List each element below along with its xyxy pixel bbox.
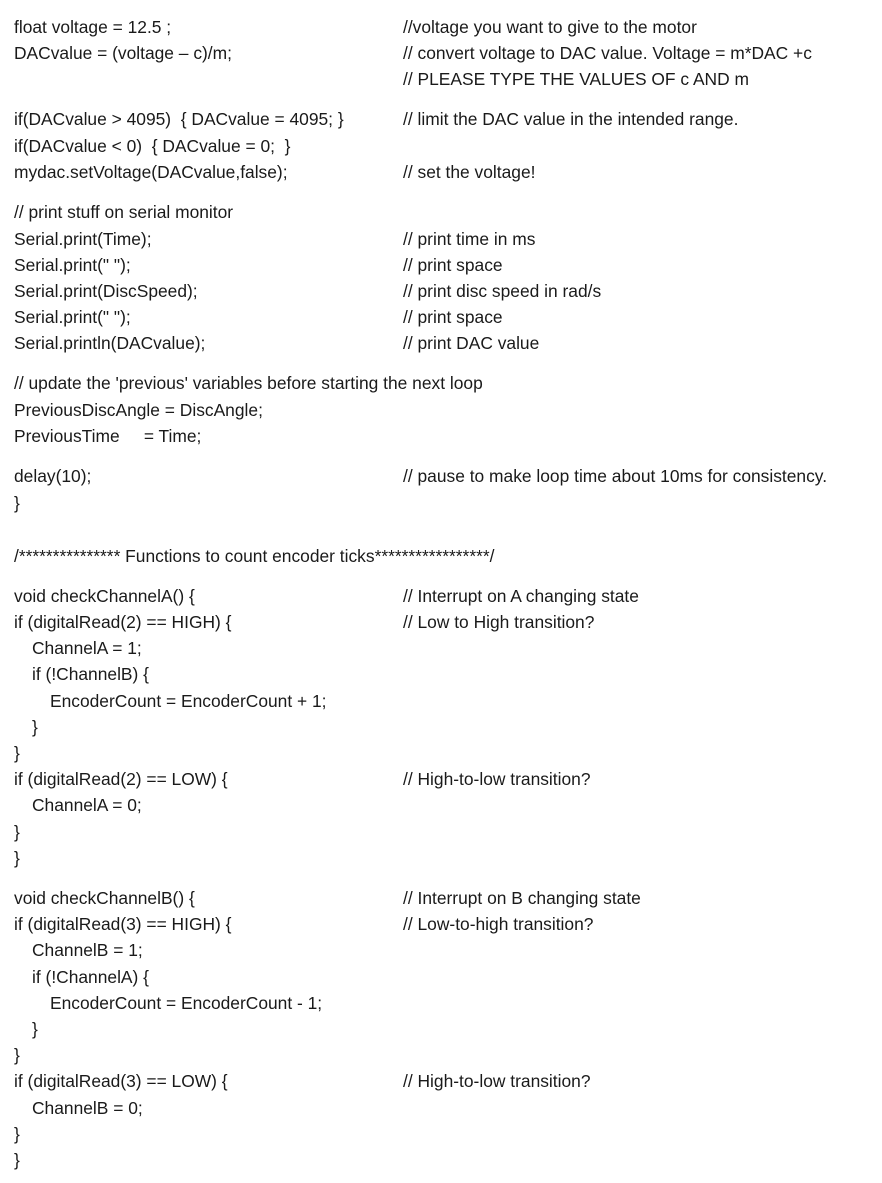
code-line: [0, 740, 882, 766]
code-line: [0, 40, 882, 66]
code-line: [0, 990, 882, 1016]
code-text: if (digitalRead(3) == HIGH) {: [14, 914, 232, 934]
code-line: [0, 1016, 882, 1042]
code-comment: // Low-to-high transition?: [403, 914, 594, 934]
code-comment: // Interrupt on A changing state: [403, 586, 639, 606]
code-comment: // print disc speed in rad/s: [403, 281, 602, 301]
code-comment: // print DAC value: [403, 333, 540, 353]
code-comment: // Low to High transition?: [403, 612, 595, 632]
code-line: [0, 911, 882, 937]
code-comment: // PLEASE TYPE THE VALUES OF c AND m: [403, 69, 749, 89]
code-text: Serial.print(" ");: [14, 307, 131, 327]
code-line: [0, 106, 882, 132]
code-text: }: [14, 1045, 20, 1065]
code-comment: // pause to make loop time about 10ms for consistency.: [403, 466, 828, 486]
code-text: EncoderCount = EncoderCount + 1;: [50, 691, 327, 711]
code-text: DACvalue = (voltage – c)/m;: [14, 43, 232, 63]
code-text: Serial.print(Time);: [14, 229, 152, 249]
code-text: }: [14, 493, 20, 513]
code-text: if (digitalRead(2) == LOW) {: [14, 769, 228, 789]
code-comment: // convert voltage to DAC value. Voltage = m*DAC +c: [403, 43, 812, 63]
code-comment: // set the voltage!: [403, 162, 536, 182]
code-comment: // Interrupt on B changing state: [403, 888, 641, 908]
code-text: }: [14, 822, 20, 842]
code-line: [0, 1147, 882, 1173]
code-comment: // limit the DAC value in the intended range.: [403, 109, 739, 129]
code-line: [0, 1068, 882, 1094]
code-text: ChannelA = 1;: [32, 638, 142, 658]
code-comment: // print space: [403, 255, 503, 275]
code-line: [0, 688, 882, 714]
code-line: [0, 133, 882, 159]
code-text: Serial.print(DiscSpeed);: [14, 281, 198, 301]
code-text: ChannelA = 0;: [32, 795, 142, 815]
code-text: // update the 'previous' variables before starting the next loop: [14, 373, 483, 393]
code-text: /*************** Functions to count encoder ticks*****************/: [14, 546, 495, 566]
code-text: if (!ChannelA) {: [32, 967, 149, 987]
code-text: PreviousDiscAngle = DiscAngle;: [14, 400, 263, 420]
code-line: [0, 159, 882, 185]
code-text: Serial.print(" ");: [14, 255, 131, 275]
code-text: // print stuff on serial monitor: [14, 202, 234, 222]
code-line: [0, 964, 882, 990]
code-line: [0, 226, 882, 252]
code-line: [0, 583, 882, 609]
code-line: [0, 1095, 882, 1121]
code-line: [0, 766, 882, 792]
code-text: void checkChannelA() {: [14, 586, 195, 606]
code-text: }: [14, 848, 20, 868]
code-line: [0, 845, 882, 871]
code-line: [0, 370, 882, 396]
code-comment: //voltage you want to give to the motor: [403, 17, 697, 37]
code-line: [0, 397, 882, 423]
code-line: [0, 819, 882, 845]
code-text: float voltage = 12.5 ;: [14, 17, 172, 37]
code-text: EncoderCount = EncoderCount - 1;: [50, 993, 323, 1013]
code-text: }: [14, 743, 20, 763]
code-line: [0, 14, 882, 40]
code-line: [0, 714, 882, 740]
code-line: [0, 937, 882, 963]
code-line: [0, 199, 882, 225]
code-text: Serial.println(DACvalue);: [14, 333, 206, 353]
code-line: [0, 252, 882, 278]
code-line: [0, 609, 882, 635]
code-line: [0, 635, 882, 661]
code-line: [0, 463, 882, 489]
code-line: [0, 543, 882, 569]
code-text: ChannelB = 0;: [32, 1098, 143, 1118]
code-text: }: [14, 1124, 20, 1144]
code-line: [0, 1121, 882, 1147]
code-text: if(DACvalue > 4095) { DACvalue = 4095; }: [14, 109, 344, 129]
code-text: ChannelB = 1;: [32, 940, 143, 960]
code-text: if(DACvalue < 0) { DACvalue = 0; }: [14, 136, 291, 156]
code-line: [0, 330, 882, 356]
code-text: PreviousTime = Time;: [14, 426, 202, 446]
code-comment: // print space: [403, 307, 503, 327]
code-comment: // High-to-low transition?: [403, 769, 591, 789]
code-line: [0, 304, 882, 330]
code-text: delay(10);: [14, 466, 92, 486]
code-text: if (!ChannelB) {: [32, 664, 149, 684]
code-line: [0, 885, 882, 911]
code-line: [0, 1042, 882, 1068]
code-line: [0, 66, 882, 92]
code-comment: // High-to-low transition?: [403, 1071, 591, 1091]
code-text: void checkChannelB() {: [14, 888, 195, 908]
code-text: }: [14, 1150, 20, 1170]
code-line: [0, 792, 882, 818]
code-text: }: [32, 717, 38, 737]
code-text: if (digitalRead(2) == HIGH) {: [14, 612, 232, 632]
code-line: [0, 661, 882, 687]
code-line: [0, 278, 882, 304]
code-comment: // print time in ms: [403, 229, 536, 249]
code-text: if (digitalRead(3) == LOW) {: [14, 1071, 228, 1091]
code-text: mydac.setVoltage(DACvalue,false);: [14, 162, 288, 182]
code-text: }: [32, 1019, 38, 1039]
code-line: [0, 490, 882, 516]
code-line: [0, 423, 882, 449]
